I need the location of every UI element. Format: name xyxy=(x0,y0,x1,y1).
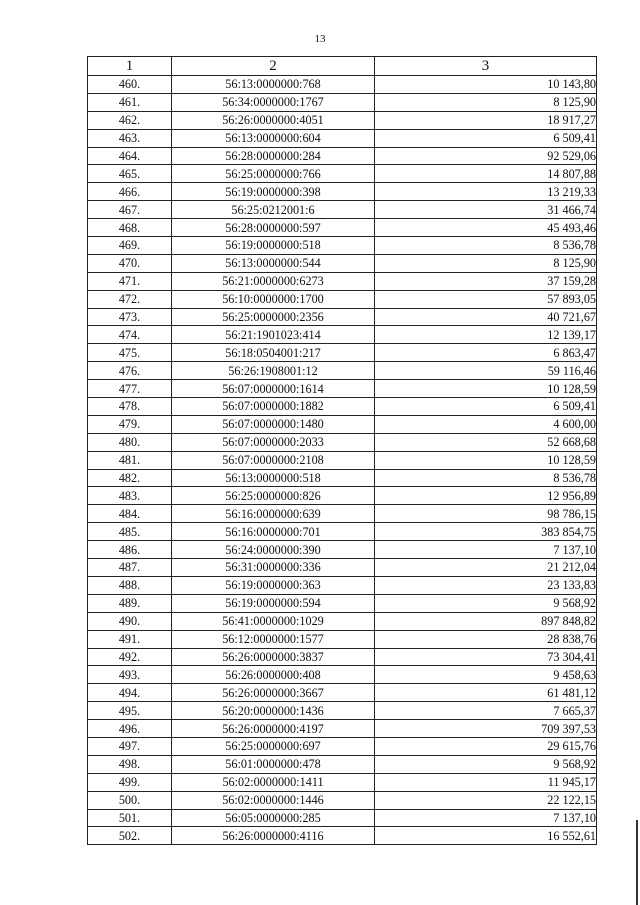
table-row xyxy=(88,666,597,684)
table-row xyxy=(88,487,597,505)
row-number-cell: 480. xyxy=(88,433,172,451)
table-row xyxy=(88,469,597,487)
row-number-cell: 469. xyxy=(88,237,172,255)
row-number-cell: 463. xyxy=(88,129,172,147)
cadastral-number-cell: 56:26:0000000:4197 xyxy=(172,720,375,738)
amount-cell: 12 139,17 xyxy=(375,326,597,344)
table-row xyxy=(88,755,597,773)
table-row xyxy=(88,129,597,147)
amount-cell: 9 568,92 xyxy=(375,755,597,773)
cadastral-number-cell: 56:28:0000000:284 xyxy=(172,147,375,165)
cadastral-number-cell: 56:13:0000000:604 xyxy=(172,129,375,147)
row-number-cell: 467. xyxy=(88,201,172,219)
row-number-cell: 502. xyxy=(88,827,172,845)
table-row xyxy=(88,576,597,594)
cadastral-number-cell: 56:34:0000000:1767 xyxy=(172,93,375,111)
row-number-cell: 478. xyxy=(88,398,172,416)
cadastral-number-cell: 56:24:0000000:390 xyxy=(172,541,375,559)
row-number-cell: 482. xyxy=(88,469,172,487)
table-row xyxy=(88,183,597,201)
row-number-cell: 471. xyxy=(88,272,172,290)
amount-cell: 383 854,75 xyxy=(375,523,597,541)
row-number-cell: 479. xyxy=(88,415,172,433)
amount-cell: 897 848,82 xyxy=(375,612,597,630)
cadastral-number-cell: 56:07:0000000:2108 xyxy=(172,451,375,469)
row-number-cell: 494. xyxy=(88,684,172,702)
row-number-cell: 495. xyxy=(88,702,172,720)
table-row xyxy=(88,648,597,666)
row-number-cell: 487. xyxy=(88,559,172,577)
amount-cell: 16 552,61 xyxy=(375,827,597,845)
page-number: 13 xyxy=(314,33,326,45)
cadastral-number-cell: 56:21:0000000:6273 xyxy=(172,272,375,290)
amount-cell: 8 536,78 xyxy=(375,237,597,255)
amount-cell: 12 956,89 xyxy=(375,487,597,505)
cadastral-number-cell: 56:12:0000000:1577 xyxy=(172,630,375,648)
row-number-cell: 472. xyxy=(88,290,172,308)
cadastral-number-cell: 56:19:0000000:518 xyxy=(172,237,375,255)
amount-cell: 92 529,06 xyxy=(375,147,597,165)
row-number-cell: 485. xyxy=(88,523,172,541)
row-number-cell: 486. xyxy=(88,541,172,559)
table-row xyxy=(88,380,597,398)
cadastral-number-cell: 56:25:0000000:766 xyxy=(172,165,375,183)
table-row xyxy=(88,523,597,541)
table-row xyxy=(88,147,597,165)
table-row xyxy=(88,290,597,308)
cadastral-table xyxy=(87,56,597,845)
row-number-cell: 476. xyxy=(88,362,172,380)
amount-cell: 6 509,41 xyxy=(375,129,597,147)
column-header-2: 2 xyxy=(172,57,375,76)
table-row xyxy=(88,541,597,559)
table-row xyxy=(88,773,597,791)
amount-cell: 13 219,33 xyxy=(375,183,597,201)
amount-cell: 8 536,78 xyxy=(375,469,597,487)
row-number-cell: 474. xyxy=(88,326,172,344)
column-header-1: 1 xyxy=(88,57,172,76)
row-number-cell: 461. xyxy=(88,93,172,111)
cadastral-number-cell: 56:26:0000000:3837 xyxy=(172,648,375,666)
table-row xyxy=(88,630,597,648)
row-number-cell: 483. xyxy=(88,487,172,505)
cadastral-number-cell: 56:13:0000000:518 xyxy=(172,469,375,487)
table-row xyxy=(88,505,597,523)
table-row xyxy=(88,308,597,326)
row-number-cell: 465. xyxy=(88,165,172,183)
row-number-cell: 489. xyxy=(88,594,172,612)
cadastral-number-cell: 56:25:0000000:826 xyxy=(172,487,375,505)
cadastral-number-cell: 56:26:0000000:3667 xyxy=(172,684,375,702)
amount-cell: 4 600,00 xyxy=(375,415,597,433)
table-row xyxy=(88,326,597,344)
column-header-3: 3 xyxy=(375,57,597,76)
cadastral-number-cell: 56:16:0000000:639 xyxy=(172,505,375,523)
row-number-cell: 466. xyxy=(88,183,172,201)
row-number-cell: 470. xyxy=(88,254,172,272)
cadastral-number-cell: 56:26:1908001:12 xyxy=(172,362,375,380)
row-number-cell: 488. xyxy=(88,576,172,594)
amount-cell: 21 212,04 xyxy=(375,559,597,577)
amount-cell: 52 668,68 xyxy=(375,433,597,451)
amount-cell: 7 137,10 xyxy=(375,809,597,827)
header-row xyxy=(88,57,597,76)
amount-cell: 6 863,47 xyxy=(375,344,597,362)
table-row xyxy=(88,827,597,845)
amount-cell: 10 128,59 xyxy=(375,380,597,398)
amount-cell: 61 481,12 xyxy=(375,684,597,702)
table-row xyxy=(88,111,597,129)
cadastral-number-cell: 56:19:0000000:594 xyxy=(172,594,375,612)
scan-edge-mark xyxy=(636,820,638,905)
table-row xyxy=(88,237,597,255)
cadastral-number-cell: 56:10:0000000:1700 xyxy=(172,290,375,308)
cadastral-number-cell: 56:07:0000000:1614 xyxy=(172,380,375,398)
amount-cell: 10 143,80 xyxy=(375,76,597,94)
amount-cell: 709 397,53 xyxy=(375,720,597,738)
table-row xyxy=(88,272,597,290)
row-number-cell: 468. xyxy=(88,219,172,237)
amount-cell: 6 509,41 xyxy=(375,398,597,416)
table-row xyxy=(88,702,597,720)
table-row xyxy=(88,684,597,702)
row-number-cell: 500. xyxy=(88,791,172,809)
row-number-cell: 501. xyxy=(88,809,172,827)
row-number-cell: 497. xyxy=(88,737,172,755)
row-number-cell: 484. xyxy=(88,505,172,523)
table-row xyxy=(88,344,597,362)
cadastral-number-cell: 56:28:0000000:597 xyxy=(172,219,375,237)
cadastral-number-cell: 56:13:0000000:768 xyxy=(172,76,375,94)
cadastral-number-cell: 56:05:0000000:285 xyxy=(172,809,375,827)
amount-cell: 8 125,90 xyxy=(375,93,597,111)
row-number-cell: 498. xyxy=(88,755,172,773)
amount-cell: 18 917,27 xyxy=(375,111,597,129)
cadastral-number-cell: 56:41:0000000:1029 xyxy=(172,612,375,630)
table-row xyxy=(88,254,597,272)
cadastral-number-cell: 56:25:0000000:697 xyxy=(172,737,375,755)
table-row xyxy=(88,398,597,416)
amount-cell: 40 721,67 xyxy=(375,308,597,326)
cadastral-number-cell: 56:07:0000000:1882 xyxy=(172,398,375,416)
cadastral-number-cell: 56:26:0000000:4051 xyxy=(172,111,375,129)
amount-cell: 57 893,05 xyxy=(375,290,597,308)
amount-cell: 45 493,46 xyxy=(375,219,597,237)
cadastral-number-cell: 56:25:0000000:2356 xyxy=(172,308,375,326)
amount-cell: 8 125,90 xyxy=(375,254,597,272)
cadastral-number-cell: 56:02:0000000:1411 xyxy=(172,773,375,791)
table-row xyxy=(88,594,597,612)
amount-cell: 37 159,28 xyxy=(375,272,597,290)
cadastral-number-cell: 56:19:0000000:398 xyxy=(172,183,375,201)
amount-cell: 14 807,88 xyxy=(375,165,597,183)
row-number-cell: 460. xyxy=(88,76,172,94)
table-row xyxy=(88,809,597,827)
amount-cell: 29 615,76 xyxy=(375,737,597,755)
amount-cell: 9 568,92 xyxy=(375,594,597,612)
amount-cell: 31 466,74 xyxy=(375,201,597,219)
row-number-cell: 493. xyxy=(88,666,172,684)
table-row xyxy=(88,415,597,433)
table-row xyxy=(88,76,597,94)
table-row xyxy=(88,201,597,219)
table-row xyxy=(88,791,597,809)
cadastral-number-cell: 56:01:0000000:478 xyxy=(172,755,375,773)
cadastral-number-cell: 56:26:0000000:4116 xyxy=(172,827,375,845)
cadastral-number-cell: 56:21:1901023:414 xyxy=(172,326,375,344)
cadastral-number-cell: 56:26:0000000:408 xyxy=(172,666,375,684)
row-number-cell: 464. xyxy=(88,147,172,165)
row-number-cell: 490. xyxy=(88,612,172,630)
amount-cell: 23 133,83 xyxy=(375,576,597,594)
row-number-cell: 475. xyxy=(88,344,172,362)
cadastral-number-cell: 56:02:0000000:1446 xyxy=(172,791,375,809)
table-row xyxy=(88,451,597,469)
cadastral-number-cell: 56:16:0000000:701 xyxy=(172,523,375,541)
amount-cell: 28 838,76 xyxy=(375,630,597,648)
table-body xyxy=(88,76,597,845)
row-number-cell: 477. xyxy=(88,380,172,398)
amount-cell: 7 137,10 xyxy=(375,541,597,559)
row-number-cell: 491. xyxy=(88,630,172,648)
amount-cell: 73 304,41 xyxy=(375,648,597,666)
table-row xyxy=(88,737,597,755)
amount-cell: 7 665,37 xyxy=(375,702,597,720)
table-row xyxy=(88,559,597,577)
cadastral-number-cell: 56:19:0000000:363 xyxy=(172,576,375,594)
row-number-cell: 499. xyxy=(88,773,172,791)
amount-cell: 22 122,15 xyxy=(375,791,597,809)
row-number-cell: 492. xyxy=(88,648,172,666)
table-row xyxy=(88,433,597,451)
row-number-cell: 496. xyxy=(88,720,172,738)
cadastral-number-cell: 56:07:0000000:1480 xyxy=(172,415,375,433)
table-row xyxy=(88,720,597,738)
amount-cell: 10 128,59 xyxy=(375,451,597,469)
amount-cell: 98 786,15 xyxy=(375,505,597,523)
amount-cell: 59 116,46 xyxy=(375,362,597,380)
table-row xyxy=(88,165,597,183)
cadastral-number-cell: 56:25:0212001:6 xyxy=(172,201,375,219)
table-row xyxy=(88,362,597,380)
cadastral-number-cell: 56:20:0000000:1436 xyxy=(172,702,375,720)
amount-cell: 9 458,63 xyxy=(375,666,597,684)
table-row xyxy=(88,219,597,237)
table-row xyxy=(88,612,597,630)
cadastral-number-cell: 56:07:0000000:2033 xyxy=(172,433,375,451)
amount-cell: 11 945,17 xyxy=(375,773,597,791)
cadastral-number-cell: 56:13:0000000:544 xyxy=(172,254,375,272)
cadastral-number-cell: 56:18:0504001:217 xyxy=(172,344,375,362)
cadastral-number-cell: 56:31:0000000:336 xyxy=(172,559,375,577)
row-number-cell: 462. xyxy=(88,111,172,129)
table-row xyxy=(88,93,597,111)
row-number-cell: 481. xyxy=(88,451,172,469)
row-number-cell: 473. xyxy=(88,308,172,326)
